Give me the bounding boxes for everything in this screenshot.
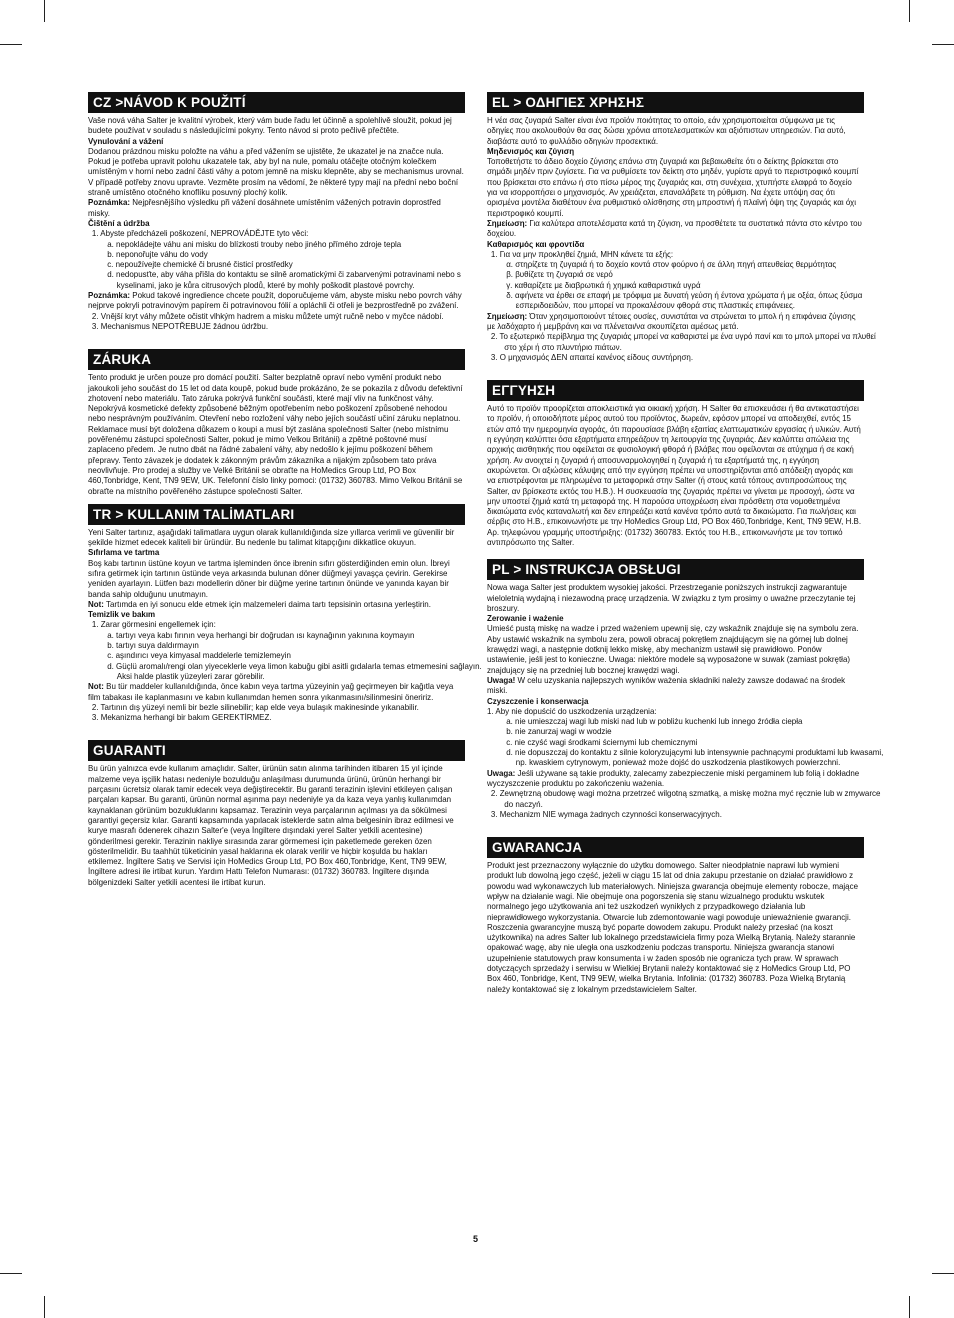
list-item: 2. Vnější kryt váhy můžete očistit vlhkým hadrem a misku můžete umýt ručně nebo v myčce nádobí. [91,310,444,321]
section-heading: ZÁRUKA [88,349,465,370]
note-text: Jeśli używane są takie produkty, zalecamy zabezpieczenie miski pergaminem lub folią i dokładne wyczyszczenie produktu po zakończeniu ważenia. [487,767,860,788]
section-tr-warranty [88,740,465,887]
note-text: Για καλύτερα αποτελέσματα κατά τη ζύγιση, να προσθέτετε τα συστατικά πάντα στο κέντρο του δοχείου. [487,217,862,239]
sub-list-item: b. neponořujte váhu do vody [107,248,208,259]
section-tr-instructions [88,504,482,723]
subheading: Vynulování a vážení [88,135,164,146]
paragraph: Tento produkt je určen pouze pro domácí použití. Salter bezplatně opraví nebo vymění produkt nebo jakoukoli jeho součást do 15 let od data koupě, pokud bude prokázáno, že se pokazila z důvodu defektivní zhotovení nebo materiálu. Tato záruka pokrývá funkční součásti, které mají vliv na funkčnost váhy. Nepokrývá kosmetické defekty způsobené běžným opotřebením nebo poškození způsobené nehodou nebo nesprávným používáním. Otevření nebo rozložení váhy nebo jejích součástí učiní záruku neplatnou. Reklamace musí být doložena důkazem o koupi a musí být zaslána společnosti Salter (nebo místnímu pověřenému zástupci společnosti Salter, pokud je mimo Velkou Británii) a zpětné poštovné musí zaplaceno předem. Je nutno dbát na řádné zabalení váhy, aby nedošlo k jejímu poškození během přepravy. Tento závazek je dodatek k zákonným právům zákazníka a nijakým způsobem tato práva neovlivňuje. Pro prodej a služby ve Velké Británii se obraťte na HoMedics Group Ltd, PO Box 460,Tonbridge, Kent, TN9 9EW, UK. Telefonní číslo linky pomoci: (01732) 360783. Mimo Velkou Británii se obraťte na místního pověřeného zástupce společnosti Salter. [88,372,463,496]
paragraph: Umieść pustą miskę na wadze i przed ważeniem upewnij się, czy wskaźnik znajduje się na symbolu zera. Aby ustawić wskaźnik na symbolu zera, powoli obracaj pokrętłem znajdującym się na górnej lub dolnej krawędzi wagi, a następnie dotknij lekko miskę, aby mechanizm ustawił się prawidłowo. Ponów ustawienie, jeśli jest to konieczne. Uwaga: niektóre modele są wyposażone w suwak (zamiast pokrętła) znajdujący się na przedniej lub bocznej krawędzi wagi. [487,623,859,675]
note [487,768,863,789]
section-el-instructions [487,92,876,362]
sub-list-item: d. nie dopuszczaj do kontaktu z silnie koloryzującymi lub intensywnie pachnącymi produktami lub kwasami, np. kwaskiem cytrynowym, ponieważ może dojść do uszkodzenia plastikowych powierzchni. [506,747,884,768]
note-label: Poznámka: [88,197,131,208]
note-text: Tartımda en iyi sonucu elde etmek için malzemeleri daima tartı tepsisinin ortasına yerleştirin. [103,598,431,609]
note-label: Not: [88,681,104,692]
note-text: Nejpřesnějšího výsledku při vážení dosáhnete umístěním vážených potravin doprostřed misky. [88,197,441,218]
sub-list-item: b. nie zanurzaj wagi w wodzie [506,726,612,737]
sub-list-item: c. nie czyść wagi środkami ściernymi lub chemicznymi [506,736,698,747]
paragraph: Τοποθετήστε το άδειο δοχείο ζύγισης επάνω στη ζυγαριά και βεβαιωθείτε ότι ο δείκτης βρίσκεται στο σημάδι μηδέν πριν ζυγίσετε. Για να ρυθμίσετε τον δείκτη στο μηδέν, γυρίστε αργά το περιστροφικό κουμπί που βρίσκεται στο επάνω ή στο πίσω μέρος της ζυγαριάς και, στη συνέχεια, χτυπήστε ελαφρά το δοχείο για να ισορροπήσει ο μηχανισμός. Αν χρειάζεται, επαναλάβετε τη ρύθμιση. Να έχετε υπόψη σας ότι ορισμένα μοντέλα διαθέτουν ένα ρυθμιστικό ολίσθησης στη μπροστινή ή πλαϊνή όψη της ζυγαριάς και όχι περιστροφικό κουμπί. [487,156,859,218]
subheading: Zerowanie i ważenie [487,613,564,624]
list-item: 3. Mechanismus NEPOTŘEBUJE žádnou údržbu. [91,320,269,331]
note-text: Όταν χρησιμοποιούντ τέτοιες ουσίες, συνιστάται να στρώνεται το μπολ ή η επιφάνεια ζύγισης με λαδόχαρτο ή μεμβράνη και να πλένεται/να σκουπίζεται αμέσως μετά. [487,310,856,331]
sub-list-item: β. βυθίζετε τη ζυγαριά σε νερό [506,269,613,280]
paragraph: Boş kabı tartının üstüne koyun ve tartma işleminden önce ibrenin sıfırı gösterdiğinden emin olun. İbreyi sıfıra getirmek için tartının üstünde veya arkasında bulunan döner düğmeyi yavaşça çevirin. Gerekirse yeniden ayarlayın. Lütfen bazı modellerin döner bir düğme yerine tartının önünde ve yanında kayan bir banda sahip olduğunu unutmayın. [88,557,450,599]
section-heading: GWARANCJA [487,837,864,858]
list-item: 2. Zewnętrzną obudowę wagi można przetrzeć wilgotną szmatką, a miskę można myć ręcznie lub w zmywarce do naczyń. [490,788,881,809]
paragraph: Αυτό το προϊόν προορίζεται αποκλειστικά για οικιακή χρήση. Η Salter θα επισκευάσει ή θα αντικαταστήσει το προϊόν, ή οποιοδήποτε μέρος αυτού του προϊόντος, δωρεάν, εφόσον μπορεί να αποδειχθεί, εντός 15 ετών από την ημερομηνία αγοράς, ότι παρουσίασε βλάβη εξαιτίας ελαττωματικών εργασίας ή υλικών. Αυτή η εγγύηση καλύπτει όσα εξαρτήματα επηρεάζουν τη λειτουργία της ζυγαριάς. Δεν καλύπτει απώλεια της αρχικής αισθητικής που οφείλεται σε φυσιολογική φθορά ή βλάβες που οφείλονται σε ατύχημα ή σε κακή χρήση. Αν ανοιχτεί η ζυγαριά ή αποσυναρμολογηθεί η ζυγαριά ή τα εξαρτήματά της, η εγγύηση ακυρώνεται. Οι αξιώσεις κάλυψης από την εγγύηση πρέπει να υποστηρίζονται από απόδειξη αγοράς και να επιστρέφονται με πληρωμένα τα μεταφορικά στην Salter (ή στους κατά τόπους αντιπροσώπους της Salter, αν βρίσκεστε εκτός του Η.Β.). Η συσκευασία της ζυγαριάς πρέπει να γίνεται με προσοχή, ώστε να μην υποστεί ζημιά κατά τη μεταφορά της. Η παρούσα υποχρέωση είναι πρόσθετη στα νομοθετημένα δικαιώματα ενός καταναλωτή και δεν επηρεάζει κατά κανένα τρόπο αυτά τα δικαιώματα. Για πωλήσεις και σέρβις στο Η.Β., επικοινωνήστε με την HoMedics Group Ltd, PO Box 460,Tonbridge, Kent, TN9 9EW, Η.Β. Αρ. τηλεφώνου γραμμής υποστήριξης: (01732) 360783. Εκτός του Η.Β., επικοινωνήστε με τον τοπικό αντιπρόσωπο της Salter. [487,403,862,547]
paragraph: Dodanou prázdnou misku položte na váhu a před vážením se ujistěte, že ukazatel je na značce nula. Pokud je potřeba upravit polohu ukazatele tak, aby byl na nule, pomalu otáčejte otočným kolečkem umístěným v horní nebo zadní části váhy a potom jemně na misku klepněte, aby se mechanismus urovnal. V případě potřeby znovu upravte. Vezměte prosím na vědomí, že některé typy mají na přední nebo boční straně umístěno otočného knoflíku posuvný plochý kolík. [88,145,464,198]
sub-list-item: δ. αφήνετε να έρθει σε επαφή με τρόφιμα με δυνατή γεύση ή έντονα χρώματα ή με οξέα, όπως ξύσμα εσπεριδοειδών, που μπορεί να προκαλέσουν φθορά στις πλαστικές επιφάνειες. [506,290,863,311]
sub-list-item: d. nedopusťte, aby váha přišla do kontaktu se silně aromatickými či zabarvenými potravinami nebo s kyselinami, jako je kůra citrusových plodů, které by mohly poškodit plastové povrchy. [107,269,461,290]
intro-text: Nowa waga Salter jest produktem wysokiej jakości. Przestrzeganie poniższych instrukcji zagwarantuje wieloletnią wydajną i niezawodną pracę urządzenia. W związku z tym prosimy o uważne przeczytanie tej broszury. [487,582,856,613]
list-item: 2. Tartının dış yüzeyi nemli bir bezle silinebilir; kap elde veya bulaşık makinesinde yıkanabilir. [91,701,419,712]
list-item: 3. Mekanizma herhangi bir bakım GEREKTİRMEZ. [91,712,272,723]
list-item: 1. Zarar görmesini engellemek için: [91,619,216,630]
section-cz-warranty [88,349,465,496]
list-item: 1. Για να μην προκληθεί ζημιά, ΜΗΝ κάνετε τα εξής: [490,248,674,259]
note-label: Σημείωση: [487,217,528,228]
crop-mark [932,44,954,45]
sub-list-item: d. Güçlü aromalı/rengi olan yiyeceklerle veya limon kabuğu gibi asitli gıdalarla temas etmemesini sağlayın. Aksi halde plastik yüzeyleri zarar görebilir. [107,660,482,681]
list-item: 3. Ο μηχανισμός ΔΕΝ απαιτεί κανένος είδους συντήρηση. [490,351,694,362]
note-text: Pokud takové ingredience chcete použít, doporučujeme vám, abyste misku nebo povrch váhy nejprve pokryli potravinovým papírem či potravinovou fólií a opláchli či otřeli je bezprostředně po zvážení. [88,290,462,311]
subheading: Μηδενισμός και ζύγιση [487,145,575,156]
section-heading: CZ >NÁVOD K POUŽITÍ [88,92,465,113]
note-label: Σημείωση: [487,310,528,321]
sub-list-item: α. στηρίζετε τη ζυγαριά ή το δοχείο κοντά στον φούρνο ή σε άλλη πηγή απευθείας θερμότητας [506,259,837,270]
subheading: Sıfırlama ve tartma [88,547,160,558]
note [487,311,863,332]
intro-text: Vaše nová váha Salter je kvalitní výrobek, který vám bude řadu let účinně a spolehlivě sloužit, pokud jej budete používat v souladu s následujícími pokyny. Tento návod si proto pečlivě přečtěte. [88,115,452,136]
list-item: 1. Abyste předcházeli poškození, NEPROVÁDĚJTE tyto věci: [91,228,309,239]
section-heading: ΕΓΓΥΗΣΗ [487,380,864,401]
note [88,197,464,218]
note [487,218,863,239]
crop-mark [44,0,45,22]
note [88,290,464,311]
note-label: Not: [88,598,104,609]
note [88,599,464,609]
right-column [487,92,884,1000]
sub-list-item: b. tartıyı suya daldırmayın [107,640,199,651]
section-pl-warranty [487,837,864,994]
paragraph: Bu ürün yalnızca evde kullanım amaçlıdır. Salter, ürünün satın alınma tarihinden itibaren 15 yıl içinde malzeme veya işçilik hatası nedeniyle bozulduğu anlaşılması durumunda ürünü, ürünün herhangi bir parçasını ücretsiz olarak tamir edecek veya değiştirecektir. Bu garanti terazinin işlevini etkileyen çalışan parçaları kapsar. Bu garanti, ürünün normal aşınma payı nedeniyle ya da kaza veya yanlış kullanımdan kaynaklanan görünüm bozukluklarını kapsamaz. Terazinin veya parçalarının açılması ya da sökülmesi garantiyi geçersiz kılar. Garanti kapsamında yapılacak isteklerde satın alma belgesinin ibraz edilmesi ve kurye masrafı ödenerek cihazın Salter'e (veya İngiltere dışındaki yerel Salter yetkili acentesine) gönderilmesi gerekir. Terazinin nakliye sırasında zarar görmemesi için paketlemede gereken özen gösterilmelidir. Bu taahhüt tüketicinin yasal haklarına ek olarak verilir ve hiçbir koşulda bu hakları etkilemez. İngiltere Satış ve Servisi için HoMedics Group Ltd, PO Box 460,Tonbridge, Kent, TN9 9EW, İngiltere adresi ile irtibat kurun. Yardım Hattı Telefon Numarası: (01732) 360783. İngiltere dışında bölgenizdeki Salter yetkili acentesi ile irtibat kurun. [88,763,454,887]
crop-mark [0,44,22,45]
note-label: Uwaga: [487,767,516,778]
note-text: Bu tür maddeler kullanıldığında, önce kabın veya tartma yüzeyinin yağ geçirmeyen bir kağıtla veya film tabakası ile kaplanmasını ve kabın kullanımdan hemen sonra yıkanmasını/silinmesini öneririz. [88,681,454,702]
section-pl-instructions [487,559,884,819]
crop-mark [0,1273,22,1274]
paragraph: Produkt jest przeznaczony wyłącznie do użytku domowego. Salter nieodpłatnie naprawi lub wymieni produkt lub dowolną jego część, jeżeli w ciągu 15 lat od dnia zakupu przestanie on działać prawidłowo z powodu wad wykonawczych lub materiałowych. Niniejsza gwarancja obejmuje elementy robocze, mające wpływ na działanie wagi. Nie obejmuje ona pogorszenia się stanu wizualnego produktu wskutek normalnego jego użytkowania ani też uszkodzeń wynikłych z przypadkowego działania lub nieprawidłowego wykorzystania. Otwarcie lub zdemontowanie wagi powoduje unieważnienie gwarancji. Roszczenia gwarancyjne muszą być poparte dowodem zakupu. Produkt należy przesłać (na koszt użytkownika) na adres Salter lub lokalnego przedstawiciela firmy poza Wielką Brytanią. Należy starannie opakować wagę, aby nie uległa ona uszkodzeniu podczas transportu. Niniejsza gwarancja stanowi uzupełnienie statutowych praw konsumenta i w żaden sposób nie ogranicza tych praw. W sprawach dotyczących sprzedaży i serwisu w Wielkiej Brytanii należy kontaktować się z HoMedics Group Ltd, PO Box 460, Tonbridge, Kent, TN9 9EW, wielka Brytania. Infolinia: (01732) 360783. Poza Wielką Brytanią należy kontaktować się z lokalnym przedstawicielem Salter. [487,860,859,994]
note-label: Poznámka: [88,290,131,301]
section-cz-instructions [88,92,465,331]
sub-list-item: a. nepokládejte váhu ani misku do blízkosti trouby nebo jiného přímého zdroje tepla [107,238,402,249]
subheading: Czyszczenie i konserwacja [487,695,589,706]
list-item: 2. Το εξωτερικό περίβλημα της ζυγαριάς μπορεί να καθαριστεί με ένα υγρό πανί και το μπολ μπορεί να πλυθεί στο χέρι ή στο πλυντήριο πιάτων. [490,331,876,352]
page-number: 5 [473,1234,479,1244]
section-el-warranty [487,380,864,547]
sub-list-item: γ. καθαρίζετε με διαβρωτικά ή χημικά καθαριστικά υγρά [506,279,701,290]
left-column [88,92,482,893]
section-heading: GUARANTI [88,740,465,761]
section-heading: EL > ΟΔΗΓΙΕΣ ΧΡΗΣΗΣ [487,92,864,113]
subheading: Čištění a údržba [88,217,150,228]
list-item: 1. Aby nie dopuścić do uszkodzenia urządzenia: [487,705,657,716]
intro-text: Η νέα σας ζυγαριά Salter είναι ένα προϊόν ποιότητας το οποίο, εάν χρησιμοποιείται σύμφωνα με τις οδηγίες που ακολουθούν θα σας δώσει χρόνια αποτελεσματικών και αξιόπιστων υπηρεσιών. Για αυτό, διαβάστε αυτό το φυλλάδιο οδηγιών προσεκτικά. [487,115,846,146]
section-heading: TR > KULLANIM TALİMATLARI [88,504,465,525]
intro-text: Yeni Salter tartınız, aşağıdaki talimatlara uygun olarak kullanıldığında size yıllarca verimli ve güvenilir bir şekilde hizmet edecek kaliteli bir üründür. Bu nedenle bu talimat kitapçığını dikkatlice okuyun. [88,526,455,548]
note [487,675,863,696]
section-heading: PL > INSTRUKCJA OBSŁUGI [487,559,864,580]
sub-list-item: a. nie umieszczaj wagi lub miski nad lub w pobliżu kuchenki lub innego źródła ciepła [506,716,803,727]
subheading: Temizlik ve bakım [88,609,156,620]
sub-list-item: a. tartıyı veya kabı fırının veya herhangi bir doğrudan ısı kaynağının yakınına koymayın [107,629,415,640]
note [88,681,464,702]
note-label: Uwaga! [487,674,516,685]
crop-mark [44,1296,45,1318]
crop-mark [909,0,910,22]
subheading: Καθαρισμός και φροντίδα [487,238,585,249]
list-item: 3. Mechanizm NIE wymaga żadnych czynności konserwacyjnych. [490,808,722,819]
sub-list-item: c. aşındırıcı veya kimyasal maddelerle temizlemeyin [107,650,291,661]
crop-mark [909,1296,910,1318]
note-text: W celu uzyskania najlepszych wyników ważenia składniki należy zawsze dodawać na środek miski. [487,674,846,696]
crop-mark [932,1273,954,1274]
sub-list-item: c. nepoužívejte chemické či brusné čisticí prostředky [107,259,293,270]
